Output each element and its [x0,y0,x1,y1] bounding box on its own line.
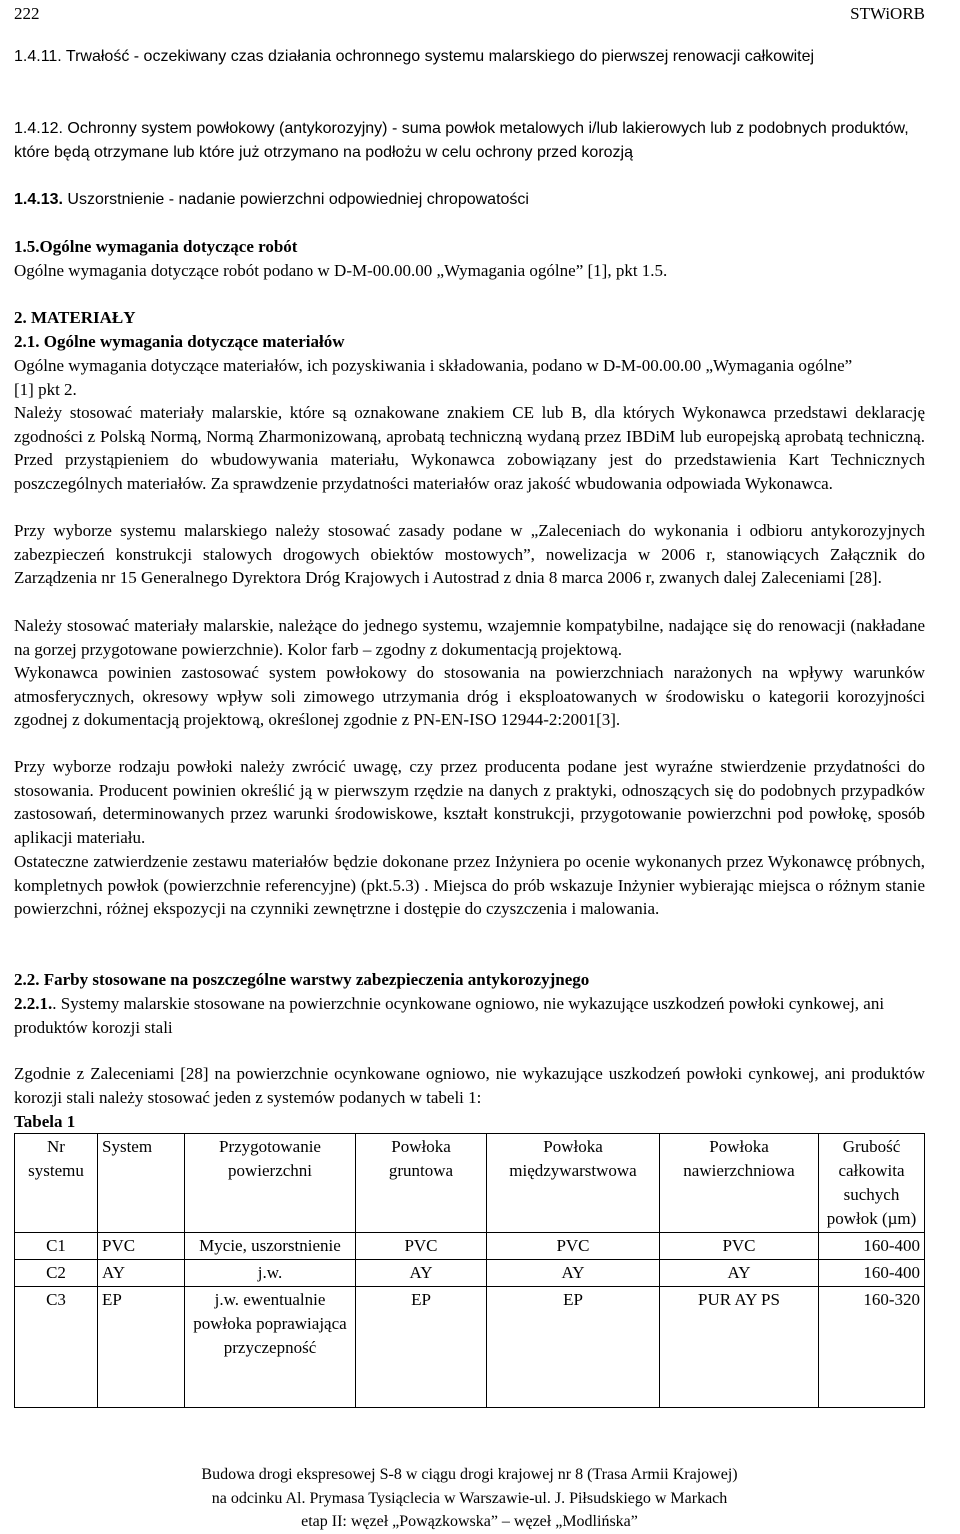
header-intermediate: Powłoka międzywarstwowa [487,1134,660,1233]
cell-system: AY [98,1260,185,1287]
table-caption: Tabela 1 [14,1112,76,1131]
section-2-1-paragraph-4: Należy stosować materiały malarskie, należące do jednego systemu, wzajemnie kompatybilne, nadające się do renowacji (nakładane na gorzej przygotowane powierzchnie). Kolor farb – zgodny z dokumentacją projektową. [14,616,925,659]
section-2-heading: 2. MATERIAŁY [14,308,136,327]
cell-topcoat: AY [660,1260,819,1287]
definition-1-4-13: 1.4.13. Uszorstnienie - nadanie powierzchni odpowiedniej chropowatości [14,191,529,208]
definition-1-4-12: 1.4.12. Ochronny system powłokowy (antykorozyjny) - suma powłok metalowych i/lub lakierowych lub z podobnych produktów, które będą otrzymane lub które już otrzymano na podłożu w celu ochrony przed korozją [14,120,909,161]
cell-nr: C2 [15,1260,98,1287]
cell-system: PVC [98,1233,185,1260]
header-nr: Nr systemu [15,1134,98,1233]
page-header [14,2,925,26]
table-header-row [15,1134,925,1233]
section-2-1-paragraph-1: Ogólne wymagania dotyczące materiałów, ich pozyskiwania i składowania, podano w D-M-00.00.00 „Wymagania ogólne” [1] pkt 2. [14,356,853,399]
section-2-1-heading: 2.1. Ogólne wymagania dotyczące materiałów [14,332,345,351]
footer-line-2: na odcinku Al. Prymasa Tysiąclecia w Warszawie-ul. J. Piłsudskiego w Markach [211,1489,728,1507]
cell-preparation: j.w. ewentualnie powłoka poprawiająca przyczepność [185,1287,356,1408]
publisher-name: STWiORB [850,4,925,23]
section-2-2-paragraph: Zgodnie z Zaleceniami [28] na powierzchnie ocynkowane ogniowo, nie wykazujące uszkodzeń powłoki cynkowej, ani produktów korozji stali należy stosować jeden z systemów podanych w tabeli 1: [14,1064,925,1107]
section-2-1-paragraph-5: Wykonawca powinien zastosować system powłokowy do stosowania na powierzchniach narażonych na wpływy warunków atmosferycznych, okresowy wpływ soli zimowego utrzymania dróg i eksploatowanych w środowisku o kategorii korozyjności zgodnej z dokumentacją projektową, określonej zgodnie z PN-EN-ISO 12944-2:2001[3]. [14,663,925,730]
cell-intermediate: AY [487,1260,660,1287]
table-row [15,1260,925,1287]
cell-nr: C1 [15,1233,98,1260]
footer-line-1: Budowa drogi ekspresowej S-8 w ciągu drogi krajowej nr 8 (Trasa Armii Krajowej) [201,1466,738,1483]
cell-system: EP [98,1287,185,1408]
definition-1-4-11: 1.4.11. Trwałość - oczekiwany czas działania ochronnego systemu malarskiego do pierwszej renowacji całkowitej [14,48,815,65]
cell-thickness: 160-400 [819,1260,925,1287]
cell-thickness: 160-400 [819,1233,925,1260]
section-2-2-1-heading: 2.2.1.. Systemy malarskie stosowane na powierzchnie ocynkowane ogniowo, nie wykazujące uszkodzeń powłoki cynkowej, ani produktów korozji stali [14,994,885,1037]
cell-intermediate: EP [487,1287,660,1408]
systems-table [14,1133,925,1408]
table-row [15,1233,925,1260]
cell-primer: AY [356,1260,487,1287]
cell-preparation: j.w. [185,1260,356,1287]
cell-primer: EP [356,1287,487,1408]
cell-preparation: Mycie, uszorstnienie [185,1233,356,1260]
section-2-1-paragraph-6: Przy wyborze rodzaju powłoki należy zwrócić uwagę, czy przez producenta podane jest wyraźne stwierdzenie przydatności do stosowania. Producent powinien określić ją w pierwszym rzędzie na danych z praktyki, odnoszących się do podobnych przypadków zastosowań, determinowanych przez warunki środowiskowe, kształt konstrukcji, przygotowanie powierzchni pod powłokę, sposób aplikacji materiału. [14,757,925,847]
cell-intermediate: PVC [487,1233,660,1260]
cell-nr: C3 [15,1287,98,1408]
header-topcoat: Powłoka nawierzchniowa [660,1134,819,1233]
section-1-5-heading: 1.5.Ogólne wymagania dotyczące robót [14,237,298,256]
cell-thickness: 160-320 [819,1287,925,1408]
header-preparation: Przygotowanie powierzchni [185,1134,356,1233]
page-footer [14,1463,925,1534]
section-1-5-text: Ogólne wymagania dotyczące robót podano w D-M-00.00.00 „Wymagania ogólne” [1], pkt 1.5. [14,261,668,280]
section-2-1-paragraph-7: Ostateczne zatwierdzenie zestawu materiałów będzie dokonane przez Inżyniera po ocenie wykonanych przez Wykonawcę próbnych, kompletnych powłok (powierzchnie referencyjne) (pkt.5.3) . Miejsca do prób wskazuje Inżynier wybierając miejsca o różnym stanie powierzchni, różnej ekspozycji na czynniki zewnętrzne i dostępie do czyszczenia i malowania. [14,852,925,919]
footer-line-3: etap II: węzeł „Powązkowska” – węzeł „Modlińska” [301,1513,638,1530]
header-primer: Powłoka gruntowa [356,1134,487,1233]
header-thickness: Grubość całkowita suchych powłok (µm) [819,1134,925,1233]
cell-primer: PVC [356,1233,487,1260]
section-2-2-heading: 2.2. Farby stosowane na poszczególne warstwy zabezpieczenia antykorozyjnego [14,970,590,989]
table-row [15,1287,925,1408]
section-2-1-paragraph-3: Przy wyborze systemu malarskiego należy stosować zasady podane w „Zaleceniach do wykonania i odbioru antykorozyjnych zabezpieczeń konstrukcji stalowych drogowych obiektów mostowych”, nowelizacja w 2006 r, stanowiących Załącznik do Zarządzenia nr 15 Generalnego Dyrektora Dróg Krajowych i Autostrad z dnia 8 marca 2006 r, zwanych dalej Zaleceniami [28]. [14,521,925,588]
section-2-1-paragraph-2: Należy stosować materiały malarskie, które są oznakowane znakiem CE lub B, dla których Wykonawca przedstawi deklarację zgodności z Polską Normą, Normą Zharmonizowaną, aprobatą techniczną wydaną przez IBDiM lub europejską aprobatą techniczną. Przed przystąpieniem do wbudowywania materiału, Wykonawca zobowiązany jest do przedstawienia Kart Technicznych poszczególnych materiałów. Za sprawdzenie przydatności materiałów oraz jakość wbudowania odpowiada Wykonawca. [14,403,925,493]
cell-topcoat: PVC [660,1233,819,1260]
page-number: 222 [14,4,40,23]
header-system: System [98,1134,185,1233]
cell-topcoat: PUR AY PS [660,1287,819,1408]
